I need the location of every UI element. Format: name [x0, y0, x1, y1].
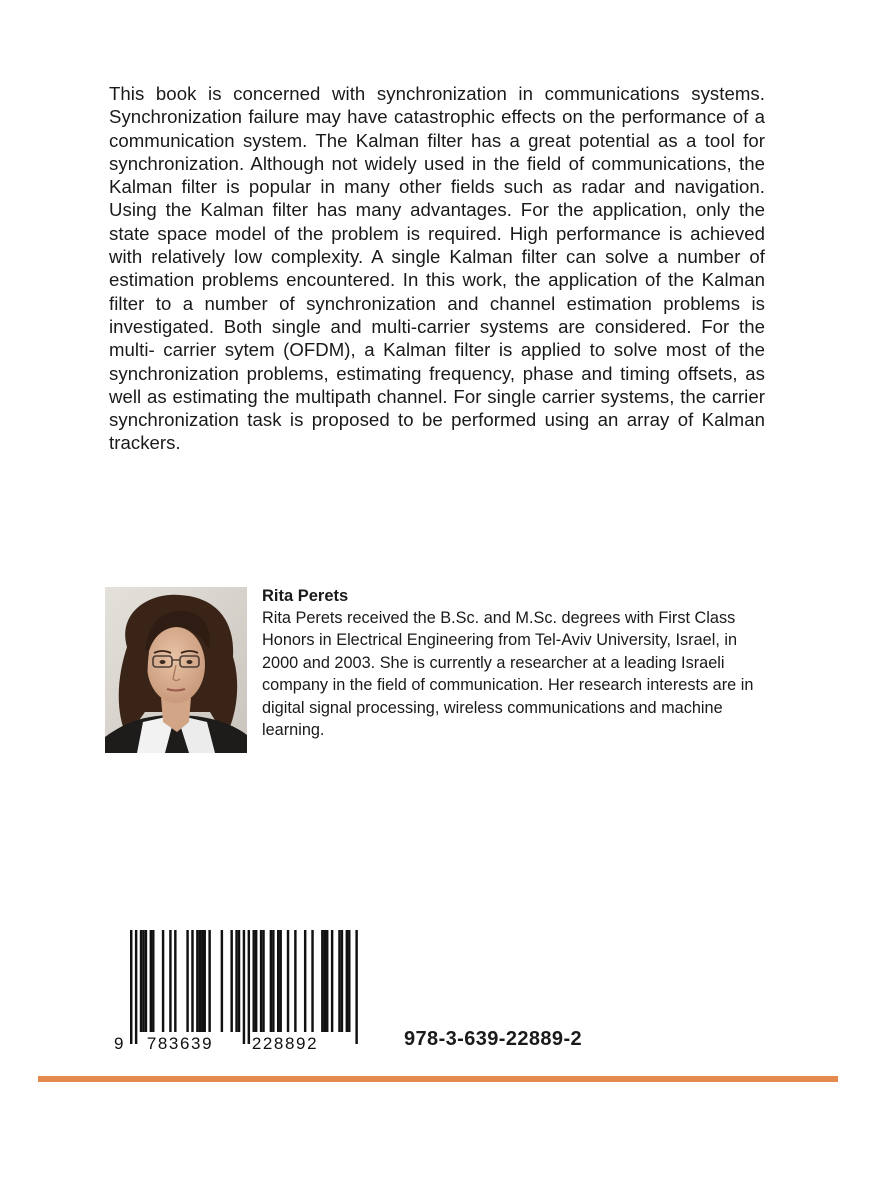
barcode-bar — [142, 930, 144, 1032]
barcode-bar — [253, 930, 255, 1032]
barcode-bar — [279, 930, 281, 1032]
barcode-bar — [150, 930, 152, 1032]
barcode-bar — [311, 930, 313, 1032]
barcode-bar — [348, 930, 350, 1032]
author-photo — [105, 587, 247, 753]
barcode-bar — [355, 930, 357, 1044]
barcode-bar — [169, 930, 171, 1032]
barcode-bar — [321, 930, 323, 1032]
barcode-bar — [262, 930, 264, 1032]
barcode-bar — [140, 930, 142, 1032]
barcode-bar — [204, 930, 206, 1032]
barcode-digit-lead: 9 — [114, 1034, 124, 1053]
barcode-bar — [221, 930, 223, 1032]
barcode-digits-left: 783639 — [146, 1034, 214, 1053]
isbn-number: 978-3-639-22889-2 — [404, 1028, 583, 1050]
isbn-barcode — [110, 928, 360, 1056]
barcode-bar — [201, 930, 203, 1032]
barcode-bar — [208, 930, 210, 1032]
barcode-bar — [135, 930, 137, 1044]
barcode-bar — [230, 930, 232, 1032]
author-name: Rita Perets — [262, 587, 349, 605]
barcode-bar — [145, 930, 147, 1032]
author-bio: Rita Perets received the B.Sc. and M.Sc. degrees with First Class Honors in Electrical Engineering from Tel-Aviv University, Israel, in 2000 and 2003. She is currently a researcher at a leading Israeli company in the field of communication. Her research interests are in digital signal processing, wireless communications and machine learning. — [262, 609, 754, 740]
barcode-bar — [186, 930, 188, 1032]
barcode-bar — [248, 930, 250, 1044]
barcode-bar — [326, 930, 328, 1032]
barcode-bar — [277, 930, 279, 1032]
barcode-bar — [235, 930, 237, 1032]
barcode-bar — [255, 930, 257, 1032]
barcode-bar — [238, 930, 240, 1032]
barcode-bar — [260, 930, 262, 1032]
barcode-bar — [338, 930, 340, 1032]
barcode-bar — [341, 930, 343, 1032]
barcode-bar — [287, 930, 289, 1032]
barcode-bar — [199, 930, 201, 1032]
barcode-bar — [304, 930, 306, 1032]
barcode-bar — [331, 930, 333, 1032]
barcode-bar — [191, 930, 193, 1032]
barcode-bar — [294, 930, 296, 1032]
barcode-bar — [152, 930, 154, 1032]
barcode-bar — [196, 930, 198, 1032]
barcode-bar — [324, 930, 326, 1032]
barcode-bar — [346, 930, 348, 1032]
back-cover-blurb: This book is concerned with synchronization in communications systems. Synchronization failure may have catastrophic effects on the performance of a communication system. The Kalman filter has a great potential as a tool for synchronization. Although not widely used in the field of communications, the Kalman filter is popular in many other fields such as radar and navigation. Using the Kalman filter has many advantages. For the application, only the state space model of the problem is required. High performance is achieved with relatively low complexity. A single Kalman filter can solve a number of estimation problems encountered. In this work, the application of the Kalman filter to a number of synchronization and channel estimation problems is investigated. Both single and multi-carrier systems are considered. For the multi- carrier sytem (OFDM), a Kalman filter is applied to solve most of the synchronization problems, estimating frequency, phase and timing offsets, as well as estimating the multipath channel. For single carrier systems, the carrier synchronization task is proposed to be performed using an array of Kalman trackers. — [109, 83, 765, 454]
barcode-digits-right: 228892 — [251, 1034, 319, 1053]
barcode-bar — [272, 930, 274, 1032]
footer-rule — [38, 1076, 838, 1082]
barcode-bar — [270, 930, 272, 1032]
barcode-bar — [130, 930, 132, 1044]
barcode-bar — [162, 930, 164, 1032]
barcode-bar — [243, 930, 245, 1044]
barcode-bar — [174, 930, 176, 1032]
